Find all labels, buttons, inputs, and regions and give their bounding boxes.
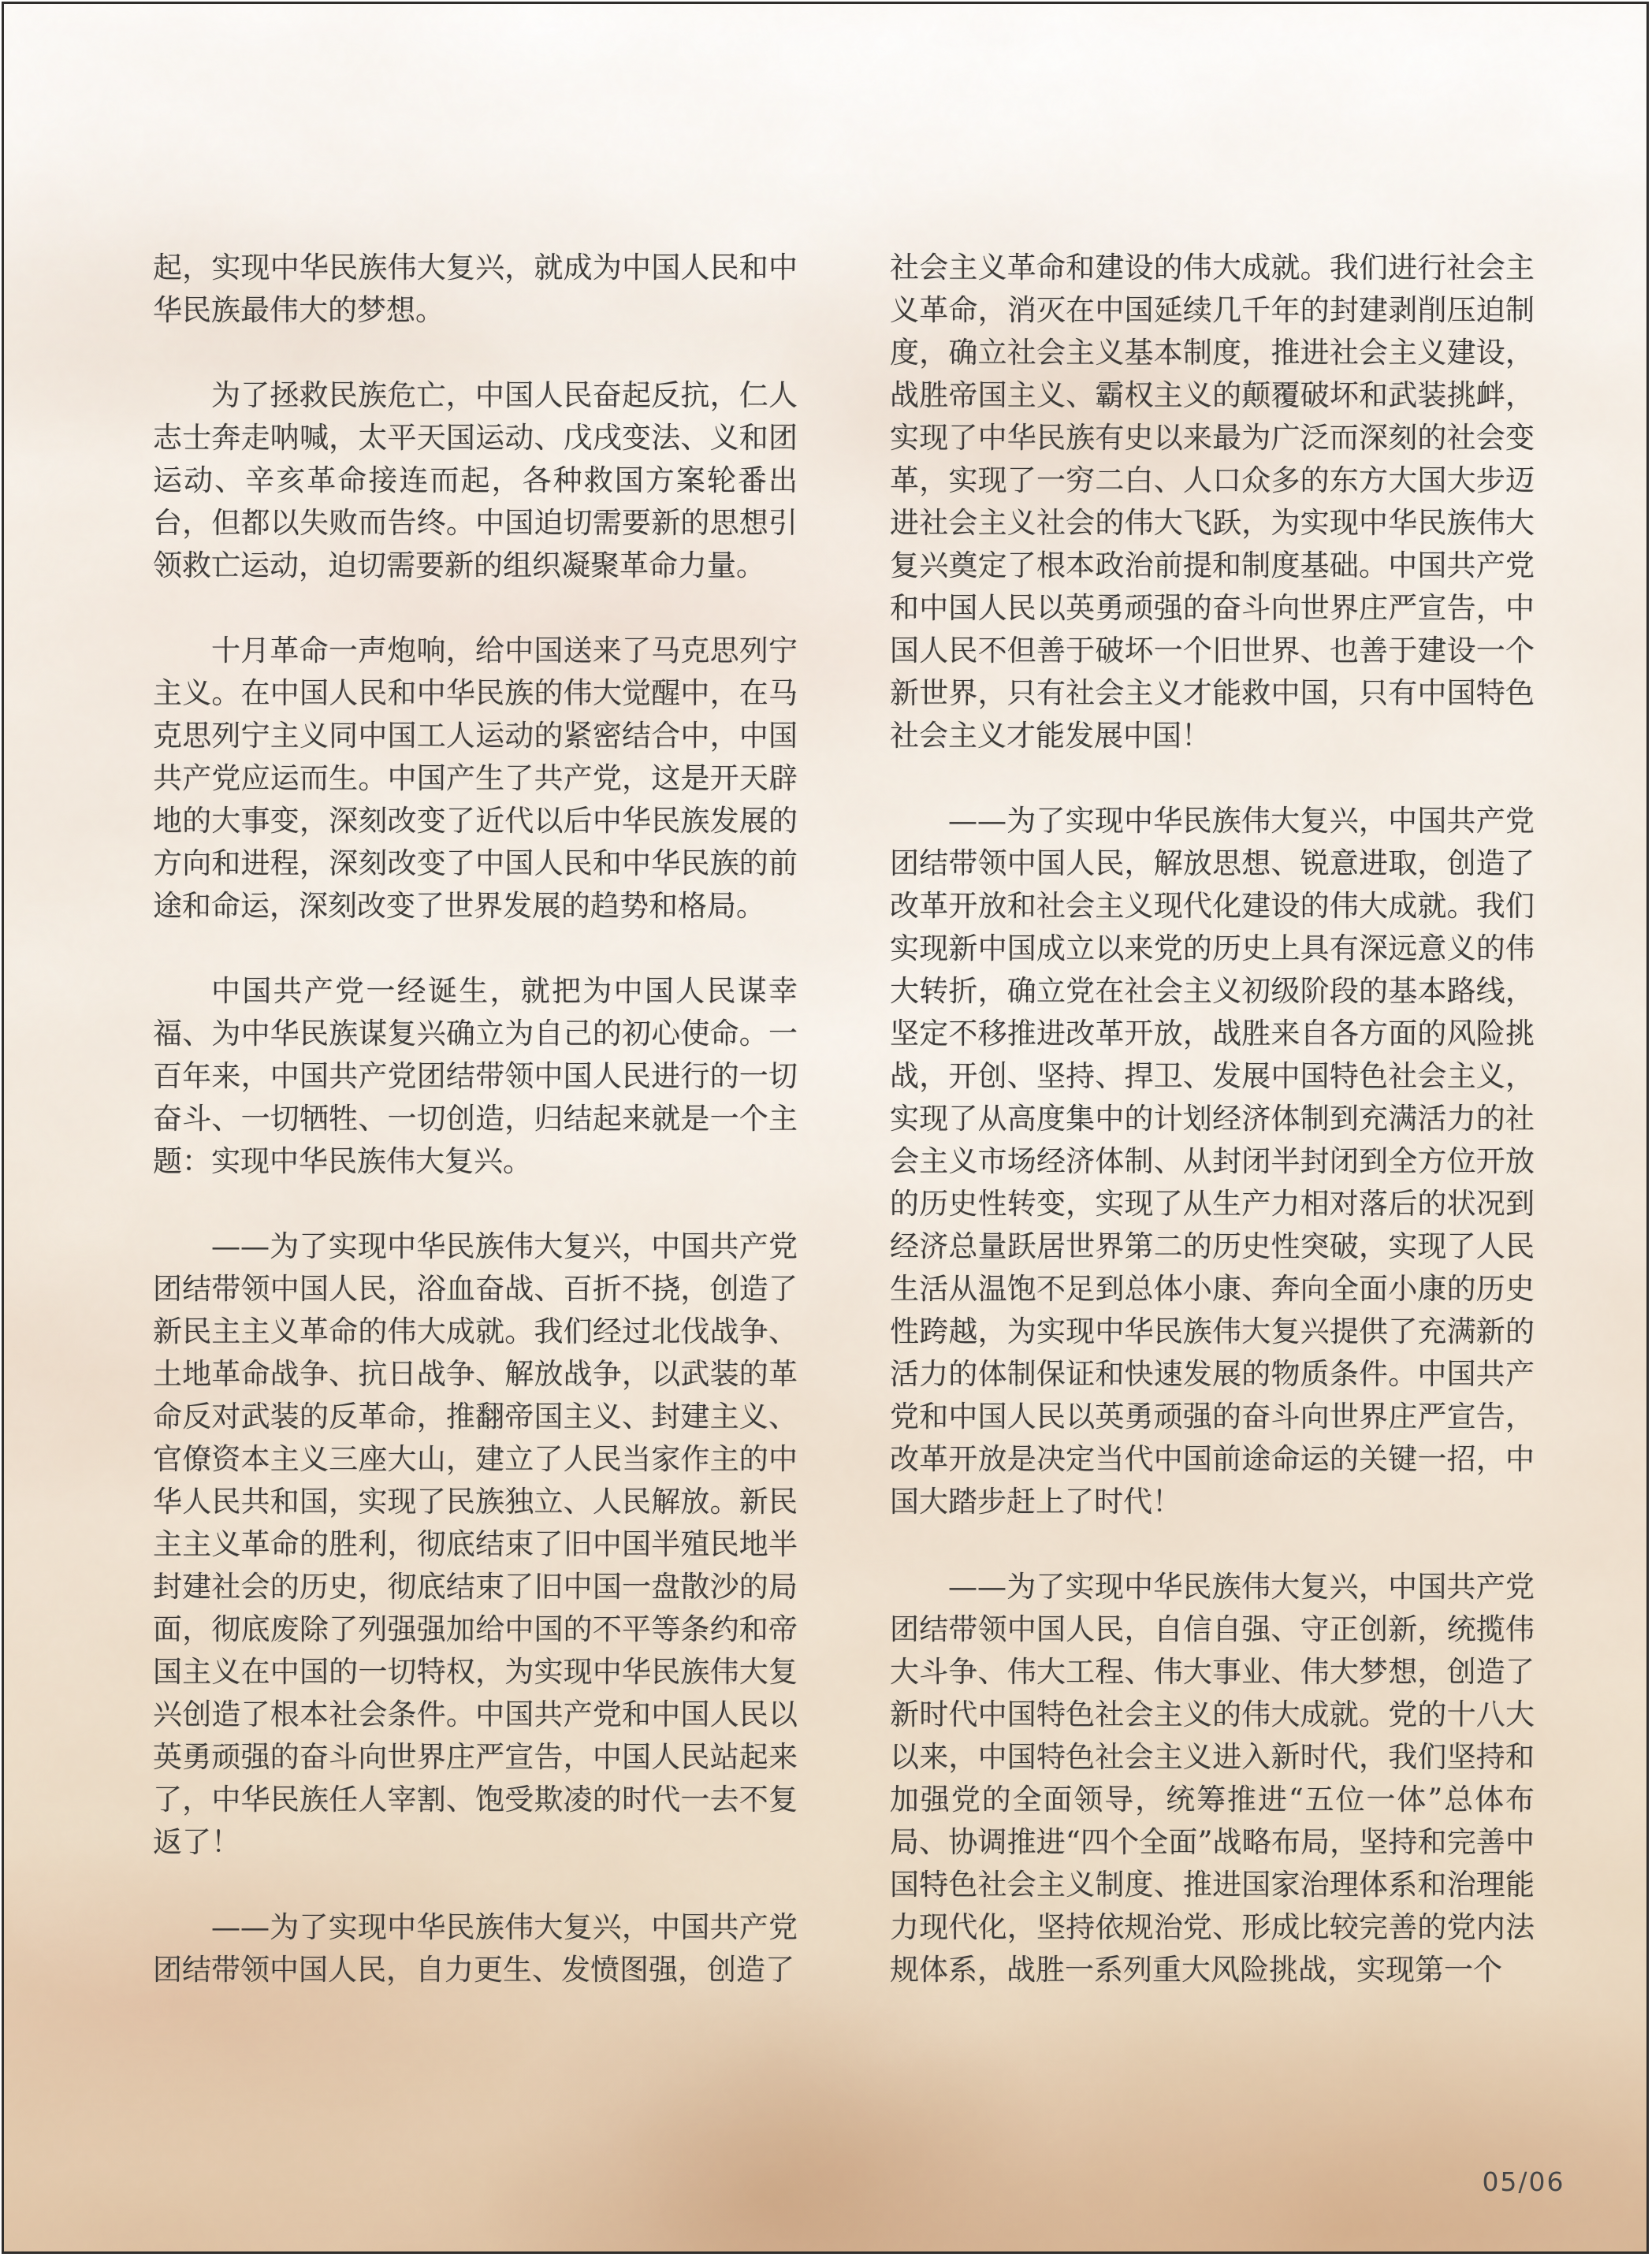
- document-page: [2, 2, 1649, 2254]
- paragraph: ——为了实现中华民族伟大复兴，中国共产党团结带领中国人民，浴血奋战、百折不挠，创造了新民主主义革命的伟大成就。我们经过北伐战争、土地革命战争、抗日战争、解放战争，以武装的革命反对武装的反革命，推翻帝国主义、封建主义、官僚资本主义三座大山，建立了人民当家作主的中华人民共和国，实现了民族独立、人民解放。新民主主义革命的胜利，彻底结束了旧中国半殖民地半封建社会的历史，彻底结束了旧中国一盘散沙的局面，彻底废除了列强强加给中国的不平等条约和帝国主义在中国的一切特权，为实现中华民族伟大复兴创造了根本社会条件。中国共产党和中国人民以英勇顽强的奋斗向世界庄严宣告，中国人民站起来了，中华民族任人宰割、饱受欺凌的时代一去不复返了！: [153, 1229, 798, 1859]
- paragraph: 中国共产党一经诞生，就把为中国人民谋幸福、为中华民族谋复兴确立为自己的初心使命。一百年来，中国共产党团结带领中国人民进行的一切奋斗、一切牺牲、一切创造，归结起来就是一个主题：实现中华民族伟大复兴。: [153, 974, 798, 1178]
- paragraph: ——为了实现中华民族伟大复兴，中国共产党团结带领中国人民，解放思想、锐意进取，创造了改革开放和社会主义现代化建设的伟大成就。我们实现新中国成立以来党的历史上具有深远意义的伟大转折，确立党在社会主义初级阶段的基本路线，坚定不移推进改革开放，战胜来自各方面的风险挑战，开创、坚持、捍卫、发展中国特色社会主义，实现了从高度集中的计划经济体制到充满活力的社会主义市场经济体制、从封闭半封闭到全方位开放的历史性转变，实现了从生产力相对落后的状况到经济总量跃居世界第二的历史性突破，实现了人民生活从温饱不足到总体小康、奔向全面小康的历史性跨越，为实现中华民族伟大复兴提供了充满新的活力的体制保证和快速发展的物质条件。中国共产党和中国人民以英勇顽强的奋斗向世界庄严宣告，改革开放是决定当代中国前途命运的关键一招，中国大踏步赶上了时代！: [890, 804, 1535, 1519]
- paragraph: ——为了实现中华民族伟大复兴，中国共产党团结带领中国人民，自力更生、发愤图强，创造了: [153, 1910, 798, 1987]
- page-number: 05/06: [1482, 2166, 1565, 2197]
- paragraph: 为了拯救民族危亡，中国人民奋起反抗，仁人志士奔走呐喊，太平天国运动、戊戌变法、义和团运动、辛亥革命接连而起，各种救国方案轮番出台，但都以失败而告终。中国迫切需要新的思想引领救亡运动，迫切需要新的组织凝聚革命力量。: [153, 378, 798, 582]
- text-column-left: [153, 247, 798, 1991]
- paragraph: 起，实现中华民族伟大复兴，就成为中国人民和中华民族最伟大的梦想。: [153, 251, 798, 327]
- text-column-right: [890, 247, 1535, 1991]
- paragraph: 社会主义革命和建设的伟大成就。我们进行社会主义革命，消灭在中国延续几千年的封建剥削压迫制度，确立社会主义基本制度，推进社会主义建设，战胜帝国主义、霸权主义的颠覆破坏和武装挑衅，实现了中华民族有史以来最为广泛而深刻的社会变革，实现了一穷二白、人口众多的东方大国大步迈进社会主义社会的伟大飞跃，为实现中华民族伟大复兴奠定了根本政治前提和制度基础。中国共产党和中国人民以英勇顽强的奋斗向世界庄严宣告，中国人民不但善于破坏一个旧世界、也善于建设一个新世界，只有社会主义才能救中国，只有中国特色社会主义才能发展中国！: [890, 251, 1535, 753]
- paragraph: 十月革命一声炮响，给中国送来了马克思列宁主义。在中国人民和中华民族的伟大觉醒中，在马克思列宁主义同中国工人运动的紧密结合中，中国共产党应运而生。中国产生了共产党，这是开天辟地的大事变，深刻改变了近代以后中华民族发展的方向和进程，深刻改变了中国人民和中华民族的前途和命运，深刻改变了世界发展的趋势和格局。: [153, 634, 798, 923]
- paragraph: ——为了实现中华民族伟大复兴，中国共产党团结带领中国人民，自信自强、守正创新，统揽伟大斗争、伟大工程、伟大事业、伟大梦想，创造了新时代中国特色社会主义的伟大成就。党的十八大以来，中国特色社会主义进入新时代，我们坚持和加强党的全面领导，统筹推进“五位一体”总体布局、协调推进“四个全面”战略布局，坚持和完善中国特色社会主义制度、推进国家治理体系和治理能力现代化，坚持依规治党、形成比较完善的党内法规体系，战胜一系列重大风险挑战，实现第一个: [890, 1570, 1535, 1987]
